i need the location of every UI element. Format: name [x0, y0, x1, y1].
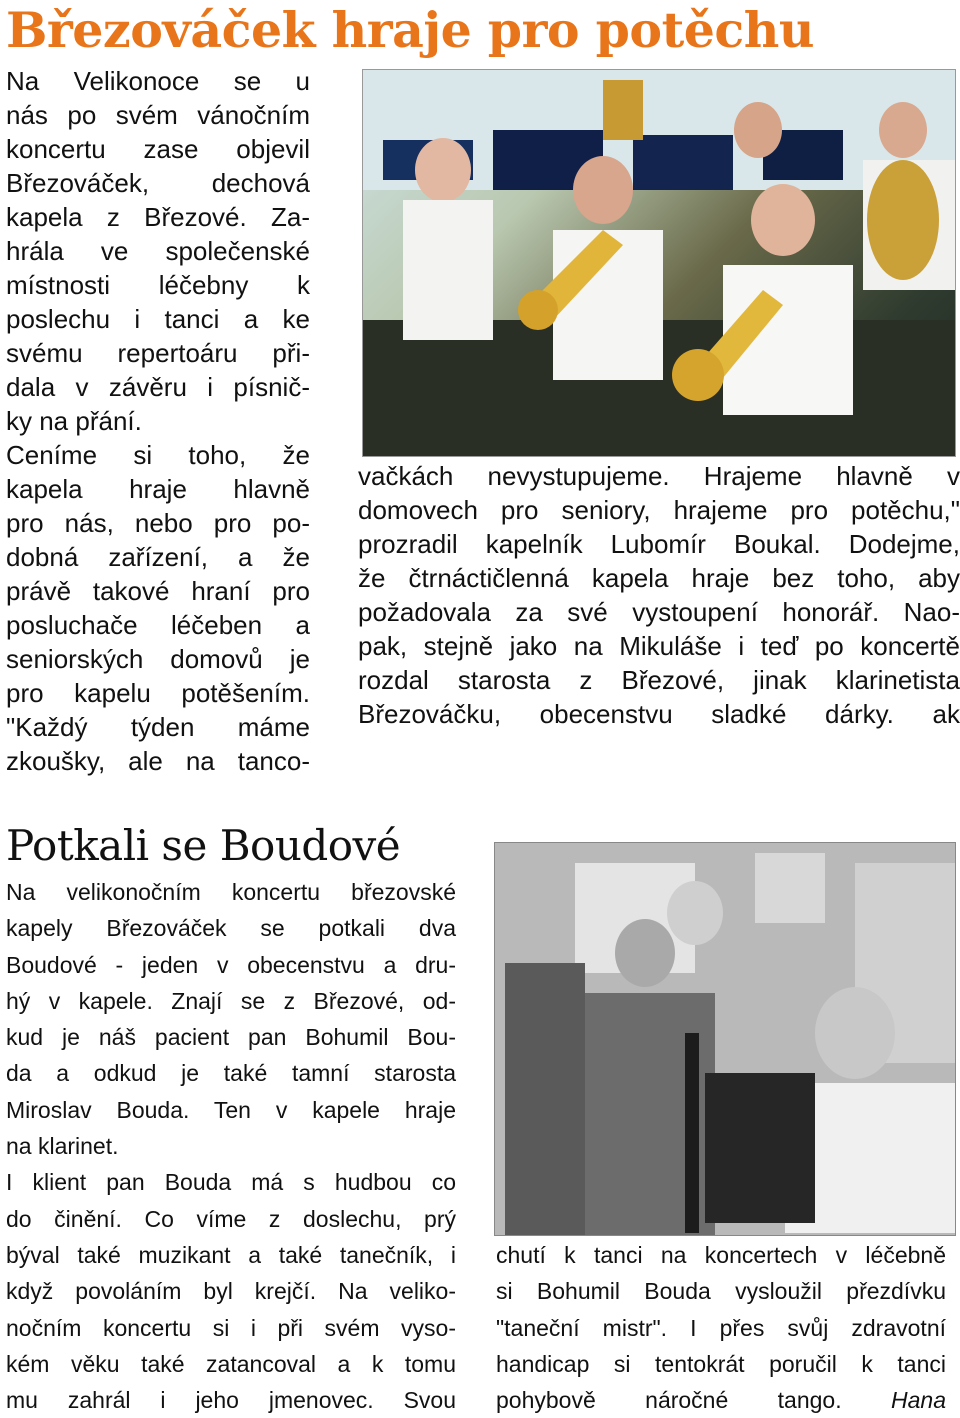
text-line: rozdal starosta z Březové, jinak klarinetista	[358, 665, 960, 695]
text-line-with-signature	[496, 1382, 946, 1418]
text-line: pro kapelu potěšením.	[6, 678, 310, 708]
text-line: Na velikonočním koncertu březovské	[6, 879, 456, 905]
text-line: svému repertoáru při-	[6, 338, 310, 368]
article1-left-column	[6, 64, 310, 778]
text-line: kud je náš pacient pan Bohumil Bou-	[6, 1024, 456, 1051]
text-line: hý v kapele. Znají se z Březové, od-	[6, 987, 456, 1014]
text-line: "Každý týden máme	[6, 712, 310, 742]
text-line: seniorských domovů je	[6, 644, 310, 674]
text-line: že čtrnáctičlenná kapela hraje bez toho, aby	[358, 563, 960, 593]
article2-left-column	[6, 874, 456, 1418]
text-line: právě takové hraní pro	[6, 576, 310, 606]
author-signature: ak	[932, 699, 960, 729]
text-line: Březováčku, obecenstvu sladké dárky.	[358, 699, 894, 729]
text-line: kapely Březováček se potkali dva	[6, 915, 456, 942]
text-line: dobná zařízení, a že	[6, 542, 310, 572]
article-title-brezovacek: Březováček hraje pro potěchu	[6, 1, 814, 59]
text-line: dala v závěru i písnič-	[6, 372, 310, 402]
text-line: "taneční mistr". I přes svůj zdravotní	[496, 1314, 946, 1341]
text-line: koncertu zase objevil	[6, 134, 310, 164]
text-line: když povoláním byl krejčí. Na veliko-	[6, 1278, 456, 1305]
text-line: požadovala za své vystoupení honorář. Nao-	[358, 597, 960, 627]
text-line: Boudové - jeden v obecenstvu a dru-	[6, 951, 456, 978]
text-line: býval také muzikant a také tanečník, i	[6, 1241, 456, 1268]
text-line: prozradil kapelník Lubomír Boukal. Dodejme,	[358, 529, 960, 559]
text-line: ky na přání.	[6, 406, 142, 436]
text-line: kém věku také zatancoval a k tomu	[6, 1350, 456, 1377]
text-line: da a odkud je také tamní starosta	[6, 1060, 456, 1087]
text-line: I klient pan Bouda má s hudbou co	[6, 1169, 456, 1196]
text-line: poslechu i tanci a ke	[6, 304, 310, 334]
text-line: mu zahrál i jeho jmenovec. Svou	[6, 1387, 456, 1414]
text-line: kapela hraje hlavně	[6, 474, 310, 504]
boudove-meeting-photo	[494, 842, 956, 1236]
author-signature: Hana	[891, 1387, 947, 1414]
brass-band-photo-illustration	[363, 70, 955, 456]
text-line: zkoušky, ale na tanco-	[6, 746, 310, 776]
text-line: pro nás, nebo pro po-	[6, 508, 310, 538]
text-line: si Bohumil Bouda vysloužil přezdívku	[496, 1278, 946, 1305]
text-line: na klarinet.	[6, 1133, 119, 1160]
text-line: posluchače léčeben a	[6, 610, 310, 640]
text-line: vačkách nevystupujeme. Hrajeme hlavně v	[358, 461, 960, 491]
text-line: Březováček, dechová	[6, 168, 310, 198]
text-line: Ceníme si toho, že	[6, 440, 310, 470]
text-line: domovech pro seniory, hrajeme pro potěchu,"	[358, 495, 960, 525]
text-line-with-signature	[358, 697, 960, 731]
article-title-boudove: Potkali se Boudové	[6, 821, 401, 870]
text-line: Miroslav Bouda. Ten v kapele hraje	[6, 1096, 456, 1123]
text-line: nás po svém vánočním	[6, 100, 310, 130]
text-line: chutí k tanci na koncertech v léčebně	[496, 1242, 946, 1268]
text-line: handicap si tentokrát poručil k tanci	[496, 1350, 946, 1377]
text-line: hrála ve společenské	[6, 236, 310, 266]
article2-right-column	[496, 1237, 946, 1418]
text-line: pak, stejně jako na Mikuláše i teď po koncertě	[358, 631, 960, 661]
boudove-meeting-photo-illustration	[495, 843, 955, 1235]
text-line: pohybově náročné tango.	[496, 1387, 842, 1414]
text-line: místnosti léčebny k	[6, 270, 310, 300]
text-line: do činění. Co víme z doslechu, prý	[6, 1205, 456, 1232]
brass-band-photo	[362, 69, 956, 457]
text-line: nočním koncertu si i při svém vyso-	[6, 1314, 456, 1341]
text-line: Na Velikonoce se u	[6, 66, 310, 96]
text-line: kapela z Březové. Za-	[6, 202, 310, 232]
article1-right-column	[358, 459, 960, 731]
